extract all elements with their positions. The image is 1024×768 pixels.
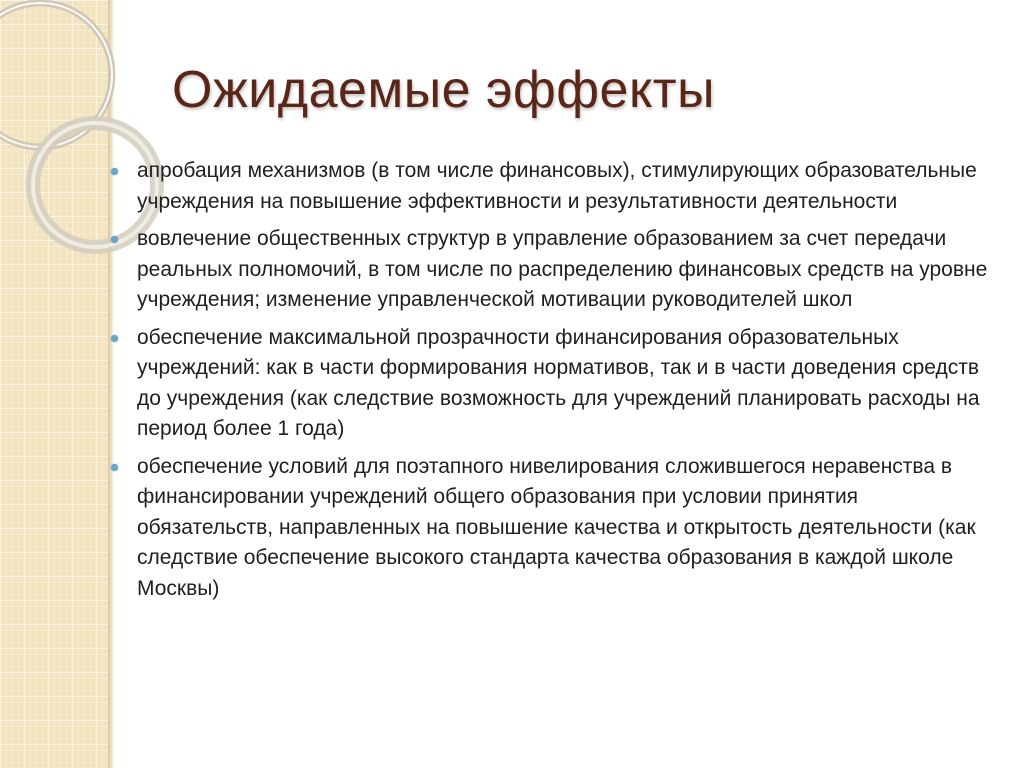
bullet-list — [137, 156, 997, 611]
bullet-text: вовлечение общественных структур в управление образованием за счет передачи реальных полномочий, в том числе по распределению финансовых средств на уровне учреждения; изменение управленческой мотивации руководителей школ — [137, 227, 988, 311]
list-item — [137, 452, 997, 605]
bullet-text: обеспечение максимальной прозрачности финансирования образовательных учреждений: как в части формирования нормативов, так и в части доведения средств до учреждения (как следствие возможность для учреждений планировать расходы на период более 1 года) — [137, 325, 980, 440]
list-item — [137, 323, 997, 445]
round-bullet-icon — [111, 236, 118, 243]
round-bullet-icon — [111, 168, 118, 175]
round-bullet-icon — [111, 464, 118, 471]
bullet-text: обеспечение условий для поэтапного нивелирования сложившегося неравенства в финансировании учреждений общего образования при условии принятия обязательств, направленных на повышение качества и открытость деятельности (как следствие обеспечение высокого стандарта качества образования в каждой школе Москвы) — [137, 454, 976, 600]
slide-title: Ожидаемые эффекты — [172, 61, 715, 119]
round-bullet-icon — [111, 335, 118, 342]
list-item — [137, 156, 997, 217]
bullet-text: апробация механизмов (в том числе финансовых), стимулирующих образовательные учреждения на повышение эффективности и результативности деятельности — [137, 159, 977, 213]
list-item — [137, 224, 997, 316]
